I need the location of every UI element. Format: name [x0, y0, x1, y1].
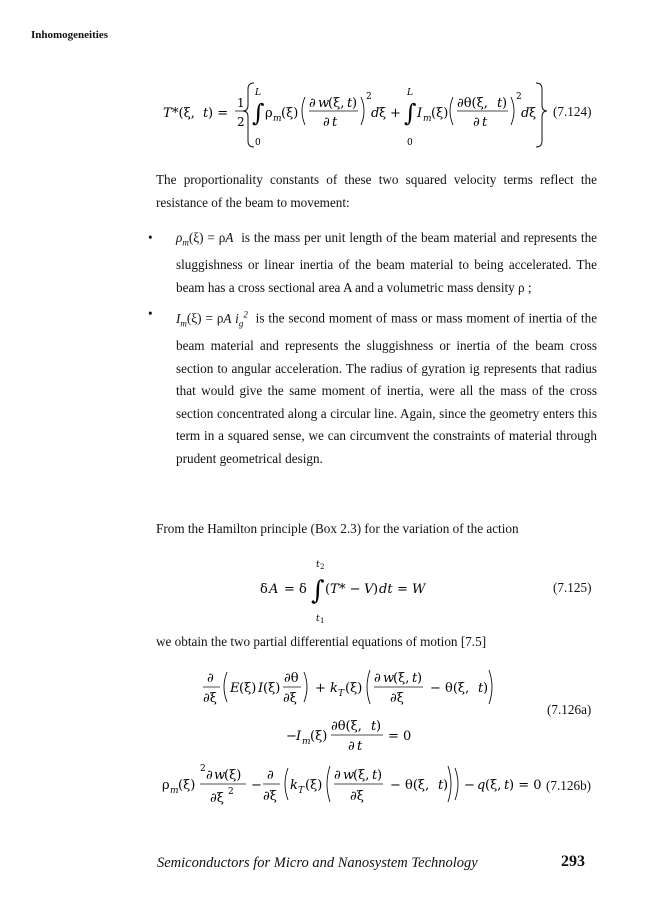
- svg-text:t: t: [316, 560, 320, 570]
- bullet1-text: is the mass per unit length of the beam material and represents the sluggishness or linear inertia of the beam material to being accelerated. The beam has a cross sectional area A and a volumetric mass density ρ ;: [176, 230, 598, 295]
- svg-text:L: L: [407, 88, 413, 98]
- svg-text:): ): [502, 96, 508, 111]
- svg-text:T: T: [338, 689, 345, 699]
- svg-text:−: −: [251, 778, 262, 793]
- svg-text:L: L: [255, 88, 261, 98]
- svg-text:*(ξ,: *(ξ,: [172, 106, 195, 121]
- svg-text:ξ: ξ: [379, 106, 387, 121]
- svg-text:∂θ: ∂θ: [284, 671, 299, 686]
- svg-text:1: 1: [320, 617, 325, 625]
- equation-number-7-124: (7.124): [553, 104, 592, 119]
- svg-text:∂ξ: ∂ξ: [283, 691, 297, 706]
- svg-text:T: T: [298, 786, 305, 796]
- svg-text:d: d: [521, 106, 530, 121]
- svg-text:m: m: [423, 114, 432, 124]
- svg-text:(ξ,: (ξ,: [353, 768, 370, 783]
- svg-text:+: +: [315, 681, 326, 696]
- svg-text:t: t: [347, 96, 353, 111]
- bullet-mass-per-length: • $\rho_m(\xi) = \rho A$ is the mass per unit length of the beam material and represents the sluggishness or linear inertia of the beam material to being accelerated. The beam has a cross sectional area A and a volumetric mass density ρ ;: [148, 230, 598, 295]
- svg-text:ρ: ρ: [265, 106, 273, 121]
- svg-text:= δ: = δ: [284, 582, 307, 597]
- svg-text:t: t: [357, 739, 363, 754]
- equation-number-7-126b: (7.126b): [546, 778, 592, 793]
- svg-text:W: W: [412, 582, 426, 597]
- svg-text:2: 2: [320, 563, 325, 571]
- svg-text:(ξ,: (ξ,: [485, 778, 502, 793]
- svg-text:I: I: [296, 729, 302, 744]
- svg-text:∂θ(ξ,: ∂θ(ξ,: [331, 719, 362, 734]
- page-number: 293: [561, 853, 585, 870]
- svg-text:2: 2: [366, 92, 372, 102]
- svg-text:0: 0: [407, 138, 413, 148]
- svg-text:∂: ∂: [348, 739, 355, 754]
- svg-text:∂θ(ξ,: ∂θ(ξ,: [457, 96, 488, 111]
- svg-text:0: 0: [255, 138, 261, 148]
- svg-text:t: t: [371, 719, 377, 734]
- bullet2-formula: $I_m(\xi) = \rho A$ $i_g^2$: [176, 309, 248, 329]
- svg-text:t: t: [504, 778, 510, 793]
- svg-text:t: t: [203, 106, 209, 121]
- svg-text:(ξ): (ξ): [178, 778, 196, 793]
- svg-text:= 0: = 0: [388, 729, 412, 744]
- svg-text:ξ: ξ: [529, 106, 537, 121]
- svg-text:t: t: [332, 115, 338, 130]
- svg-text:): ): [483, 681, 489, 696]
- svg-text:∂ξ: ∂ξ: [390, 691, 404, 706]
- svg-text:t: t: [482, 115, 488, 130]
- svg-text:I: I: [417, 106, 423, 121]
- svg-text:m: m: [273, 114, 282, 124]
- bullet-list: [148, 227, 597, 471]
- bullet1-formula: $\rho_m(\xi) = \rho A$: [176, 230, 234, 248]
- svg-text:(ξ): (ξ): [431, 106, 449, 121]
- svg-text:2: 2: [228, 787, 234, 797]
- svg-text:+: +: [390, 106, 401, 121]
- svg-text:w: w: [318, 96, 330, 111]
- svg-text:=: =: [397, 582, 408, 597]
- svg-text:d: d: [371, 106, 380, 121]
- svg-text:−: −: [286, 729, 297, 744]
- svg-text:k: k: [290, 778, 298, 793]
- svg-text:t: t: [316, 614, 320, 624]
- svg-text:(ξ): (ξ): [239, 681, 257, 696]
- bullet-mass-moment: • $I_m(\xi) = \rho A$ $i_g^2$ is the second moment of mass or mass moment of inertia of the beam material and represents the sluggishness or inertia of the beam cross section to angular acceleration. The radius of gyration ig represents that radius that would give the same moment of inertia, were all the mass of the cross section concentrated along a circular line. Again, since the geometry enters this term in a squared sense, we can circumvent the constraints of material through prudent geometrical design.: [148, 306, 598, 467]
- svg-text:): ): [373, 582, 379, 597]
- svg-text:(: (: [325, 582, 331, 597]
- svg-text:(ξ): (ξ): [263, 681, 281, 696]
- paragraph-hamilton: From the Hamilton principle (Box 2.3) for the variation of the action: [156, 521, 519, 536]
- svg-text:∂: ∂: [206, 768, 213, 783]
- svg-text:1: 1: [237, 96, 245, 110]
- svg-text:t: t: [372, 768, 378, 783]
- svg-text:δ: δ: [260, 582, 268, 597]
- svg-text:I: I: [258, 681, 264, 696]
- svg-text:k: k: [330, 681, 338, 696]
- svg-text:m: m: [302, 737, 311, 747]
- svg-text:∂: ∂: [207, 671, 214, 686]
- svg-text:m: m: [170, 786, 179, 796]
- svg-text:dt: dt: [379, 582, 393, 597]
- svg-text:T: T: [163, 106, 172, 121]
- svg-text:): ): [443, 778, 449, 793]
- svg-text:w: w: [343, 768, 355, 783]
- equation-7-126a: [200, 664, 530, 759]
- svg-text:∂: ∂: [473, 115, 480, 130]
- svg-text:∫: ∫: [252, 99, 265, 127]
- svg-text:q: q: [477, 778, 486, 793]
- svg-text:): ): [376, 719, 382, 734]
- equation-7-126b: [158, 760, 542, 810]
- svg-text:(ξ): (ξ): [281, 106, 299, 121]
- svg-text:− θ(ξ,: − θ(ξ,: [430, 681, 470, 696]
- svg-text:2: 2: [200, 764, 206, 774]
- svg-text:w: w: [214, 768, 226, 783]
- svg-text:t: t: [438, 778, 444, 793]
- svg-text:∂ξ: ∂ξ: [203, 691, 217, 706]
- running-header: Inhomogeneities: [31, 29, 108, 41]
- paragraph-proportionality: The proportionality constants of these two squared velocity terms reflect the resistance of the beam to movement:: [156, 172, 597, 210]
- svg-text:* −: * −: [339, 582, 361, 597]
- svg-text:V: V: [364, 582, 374, 597]
- svg-text:w: w: [383, 671, 395, 686]
- equation-number-7-125: (7.125): [553, 580, 592, 595]
- svg-text:− θ(ξ,: − θ(ξ,: [390, 778, 430, 793]
- paragraph-obtain: we obtain the two partial differential equations of motion [7.5]: [156, 634, 487, 649]
- svg-text:): ): [352, 96, 358, 111]
- svg-text:(ξ): (ξ): [345, 681, 363, 696]
- svg-text:(ξ): (ξ): [305, 778, 323, 793]
- svg-text:): ): [417, 671, 423, 686]
- svg-text:T: T: [330, 582, 339, 597]
- svg-text:t: t: [497, 96, 503, 111]
- svg-text:t: t: [478, 681, 484, 696]
- svg-text:∂: ∂: [374, 671, 381, 686]
- svg-text:): ): [377, 768, 383, 783]
- svg-text:∂ξ: ∂ξ: [210, 791, 224, 806]
- svg-text:(ξ,: (ξ,: [393, 671, 410, 686]
- equation-number-7-126a: (7.126a): [547, 702, 592, 717]
- svg-text:∂: ∂: [309, 96, 316, 111]
- svg-text:∫: ∫: [311, 576, 325, 606]
- footer-book-title: Semiconductors for Micro and Nanosystem Technology: [157, 855, 478, 871]
- svg-text:ρ: ρ: [162, 778, 170, 793]
- svg-text:∫: ∫: [404, 99, 417, 127]
- svg-text:∂: ∂: [267, 768, 274, 783]
- svg-text:A: A: [269, 582, 279, 597]
- svg-text:) =: ) =: [208, 106, 229, 121]
- svg-text:2: 2: [237, 115, 245, 129]
- svg-text:∂ξ: ∂ξ: [350, 789, 364, 804]
- bullet2-text: is the second moment of mass or mass moment of inertia of the beam material and represents the sluggishness or inertia of the beam cross section to angular acceleration. The radius of gyration ig represents that radius that would give the same moment of inertia, were all the mass of the cross section concentrated along a circular line. Again, since the geometry enters this term in a squared sense, we can circumvent the constraints of material through prudent geometrical design.: [176, 310, 598, 467]
- equation-7-125: [260, 553, 460, 625]
- svg-text:(ξ,: (ξ,: [328, 96, 345, 111]
- svg-text:(ξ): (ξ): [310, 729, 328, 744]
- svg-text:E: E: [230, 681, 240, 696]
- svg-text:2: 2: [516, 92, 522, 102]
- svg-text:t: t: [412, 671, 418, 686]
- equation-7-124: [155, 55, 555, 155]
- svg-text:∂: ∂: [334, 768, 341, 783]
- svg-text:) = 0: ) = 0: [509, 778, 542, 793]
- svg-text:∂ξ: ∂ξ: [263, 789, 277, 804]
- svg-text:∂: ∂: [323, 115, 330, 130]
- svg-text:−: −: [464, 778, 475, 793]
- svg-text:(ξ): (ξ): [224, 768, 242, 783]
